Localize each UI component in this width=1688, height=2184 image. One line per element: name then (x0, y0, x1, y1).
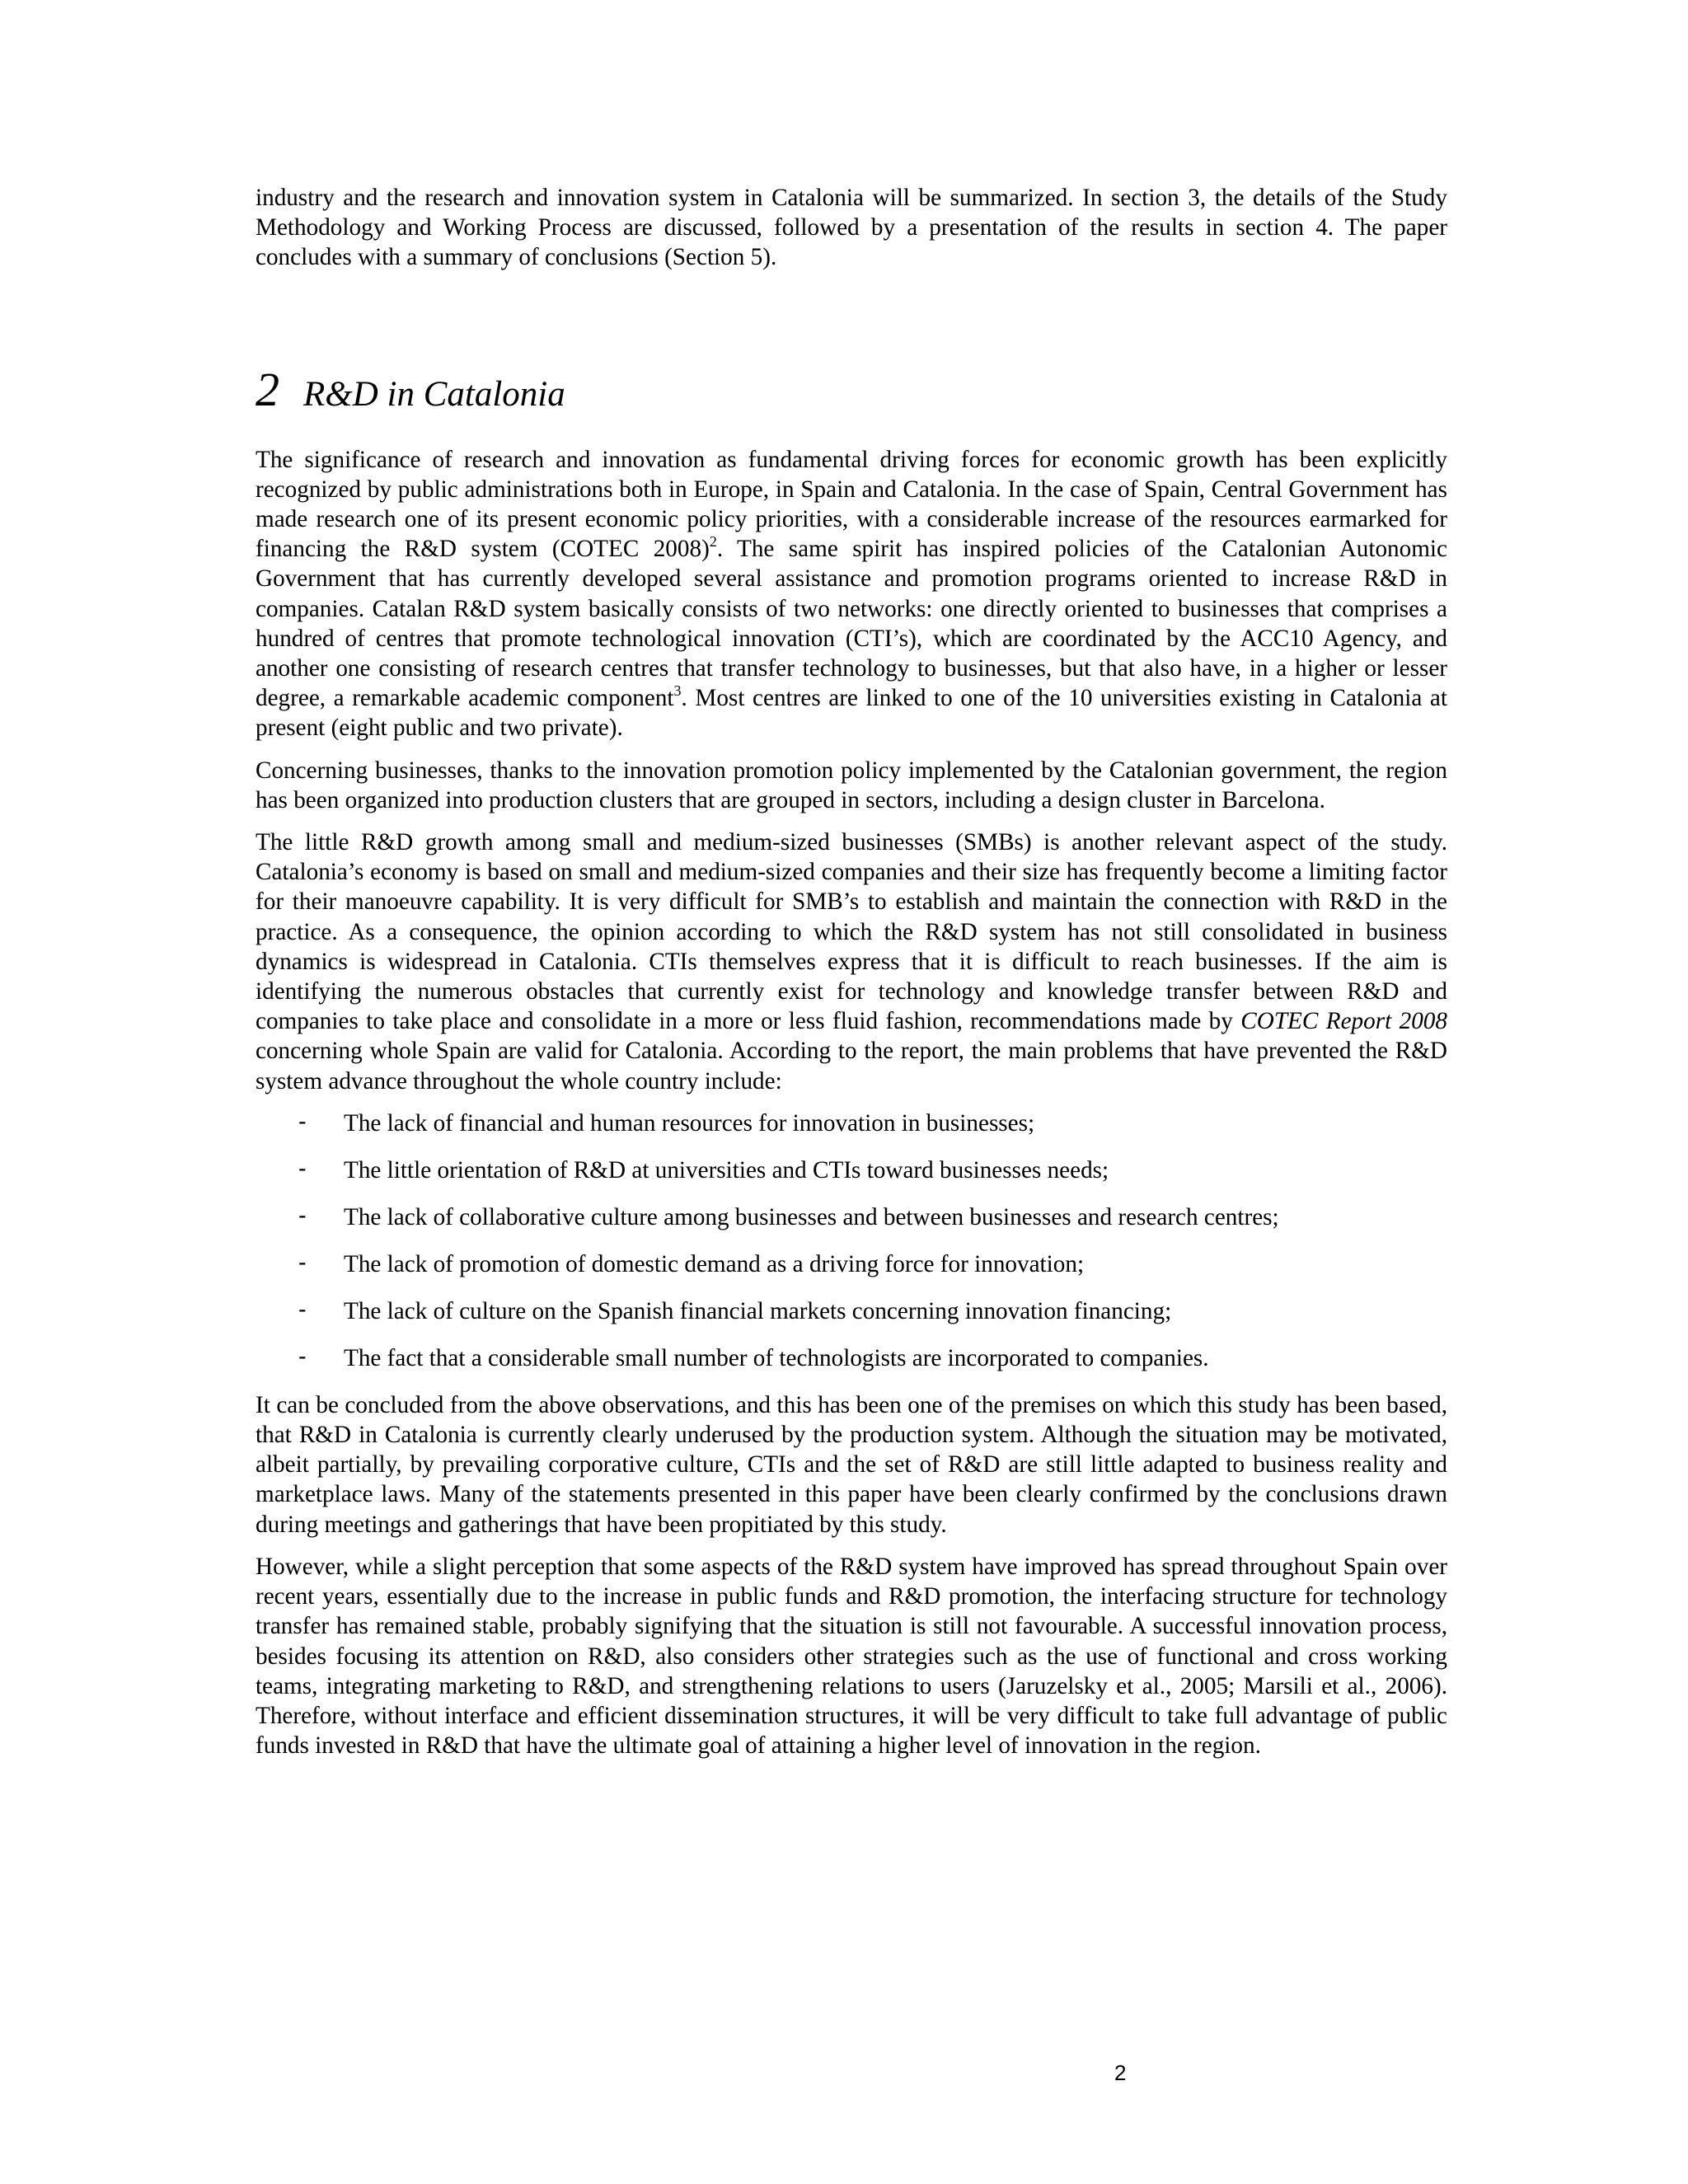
paragraph-text: The significance of research and innovation as fundamental driving forces for economic growth has been explicitly recognized by public administrations both in Europe, in Spain and Catalonia. In the case of Spain, Central Government has made research one of its present economic policy priorities, with a considerable increase of the resources earmarked for financing the R&D system (COTEC 2008) (256, 446, 1447, 563)
paragraph-text: The little R&D growth among small and medium-sized businesses (SMBs) is another relevant aspect of the study. Catalonia’s economy is based on small and medium-sized companies and their size has frequently become a limiting factor for their manoeuvre capability. It is very difficult for SMB’s to establish and maintain the connection with R&D in the practice. As a consequence, the opinion according to which the R&D system has not still consolidated in business dynamics is widespread in Catalonia. CTIs themselves express that it is difficult to reach businesses. If the aim is identifying the numerous obstacles that currently exist for technology and knowledge transfer between R&D and companies to take place and consolidate in a more or less fluid fashion, recommendations made by (256, 829, 1447, 1035)
dash-bullet-icon: - (298, 1155, 307, 1182)
list-item-text: The little orientation of R&D at universities and CTIs toward businesses needs; (344, 1156, 1109, 1183)
cited-report-title: COTEC Report 2008 (1240, 1008, 1447, 1035)
dash-bullet-icon: - (298, 1249, 307, 1276)
paragraph-text: . The same spirit has inspired policies of the Catalonian Autonomic Government that has currently developed several assistance and promotion programs oriented to increase R&D in companies. Catalan R&D system basically consists of two networks: one directly oriented to businesses that comprises a hundred of centres that promote technological innovation (CTI’s), which are coordinated by the ACC10 Agency, and another one consisting of research centres that transfer technology to businesses, but that also have, in a higher or lesser degree, a remarkable academic component (256, 536, 1447, 712)
dash-bullet-icon: - (298, 1296, 307, 1323)
paragraph-businesses: Concerning businesses, thanks to the innovation promotion policy implemented by the Catalonian government, the region has been organized into production clusters that are grouped in sectors, including a design cluster in Barcelona. (256, 757, 1447, 813)
intro-paragraph: industry and the research and innovation system in Catalonia will be summarized. In section 3, the details of the Study Methodology and Working Process are discussed, followed by a presentation of the results in section 4. The paper concludes with a summary of conclusions (Section 5). (256, 185, 1447, 271)
paragraph-text: . Most centres are linked to one of the 10 universities existing in Catalonia at present (eight public and two private). (256, 685, 1447, 742)
list-item-text: The lack of culture on the Spanish financial markets concerning innovation financing; (344, 1297, 1172, 1324)
list-item (256, 1108, 1447, 1138)
list-item (256, 1155, 1447, 1185)
list-item (256, 1249, 1447, 1279)
paragraph-significance (256, 445, 1447, 743)
list-item (256, 1343, 1447, 1373)
problems-list (256, 1108, 1447, 1373)
dash-bullet-icon: - (298, 1108, 307, 1135)
list-item-text: The lack of promotion of domestic demand as a driving force for innovation; (344, 1250, 1085, 1277)
list-item (256, 1296, 1447, 1326)
paragraph-perception: However, while a slight perception that some aspects of the R&D system have improved has spread throughout Spain over recent years, essentially due to the increase in public funds and R&D promotion, the interfacing structure for technology transfer has remained stable, probably signifying that the situation is still not favourable. A successful innovation process, besides focusing its attention on R&D, also considers other strategies such as the use of functional and cross working teams, integrating marketing to R&D, and strengthening relations to users (Jaruzelsky et al., 2005; Marsili et al., 2006). Therefore, without interface and efficient dissemination structures, it will be very difficult to take full advantage of public funds invested in R&D that have the ultimate goal of attaining a higher level of innovation in the region. (256, 1553, 1447, 1760)
section-number: 2 (256, 362, 279, 416)
list-item-text: The lack of collaborative culture among businesses and between businesses and research centres; (344, 1203, 1279, 1230)
footnote-marker: 2 (709, 533, 717, 551)
list-item (256, 1202, 1447, 1232)
footnote-marker: 3 (673, 682, 682, 700)
section-heading (256, 362, 1447, 416)
paragraph-smb-growth (256, 827, 1447, 1096)
page-number: 2 (1114, 2060, 1127, 2085)
dash-bullet-icon: - (298, 1343, 307, 1370)
list-item-text: The lack of financial and human resources for innovation in businesses; (344, 1109, 1035, 1137)
paragraph-text: concerning whole Spain are valid for Catalonia. According to the report, the main problems that have prevented the R&D system advance throughout the whole country include: (256, 1038, 1447, 1094)
section-title: R&D in Catalonia (303, 374, 565, 414)
page-content (256, 183, 1447, 1773)
paragraph-conclusion: It can be concluded from the above observations, and this has been one of the premises on which this study has been based, that R&D in Catalonia is currently clearly underused by the production system. Although the situation may be motivated, albeit partially, by prevailing corporative culture, CTIs and the set of R&D are still little adapted to business reality and marketplace laws. Many of the statements presented in this paper have been clearly confirmed by the conclusions drawn during meetings and gatherings that have been propitiated by this study. (256, 1391, 1447, 1538)
list-item-text: The fact that a considerable small number of technologists are incorporated to companies. (344, 1344, 1209, 1371)
dash-bullet-icon: - (298, 1202, 307, 1229)
